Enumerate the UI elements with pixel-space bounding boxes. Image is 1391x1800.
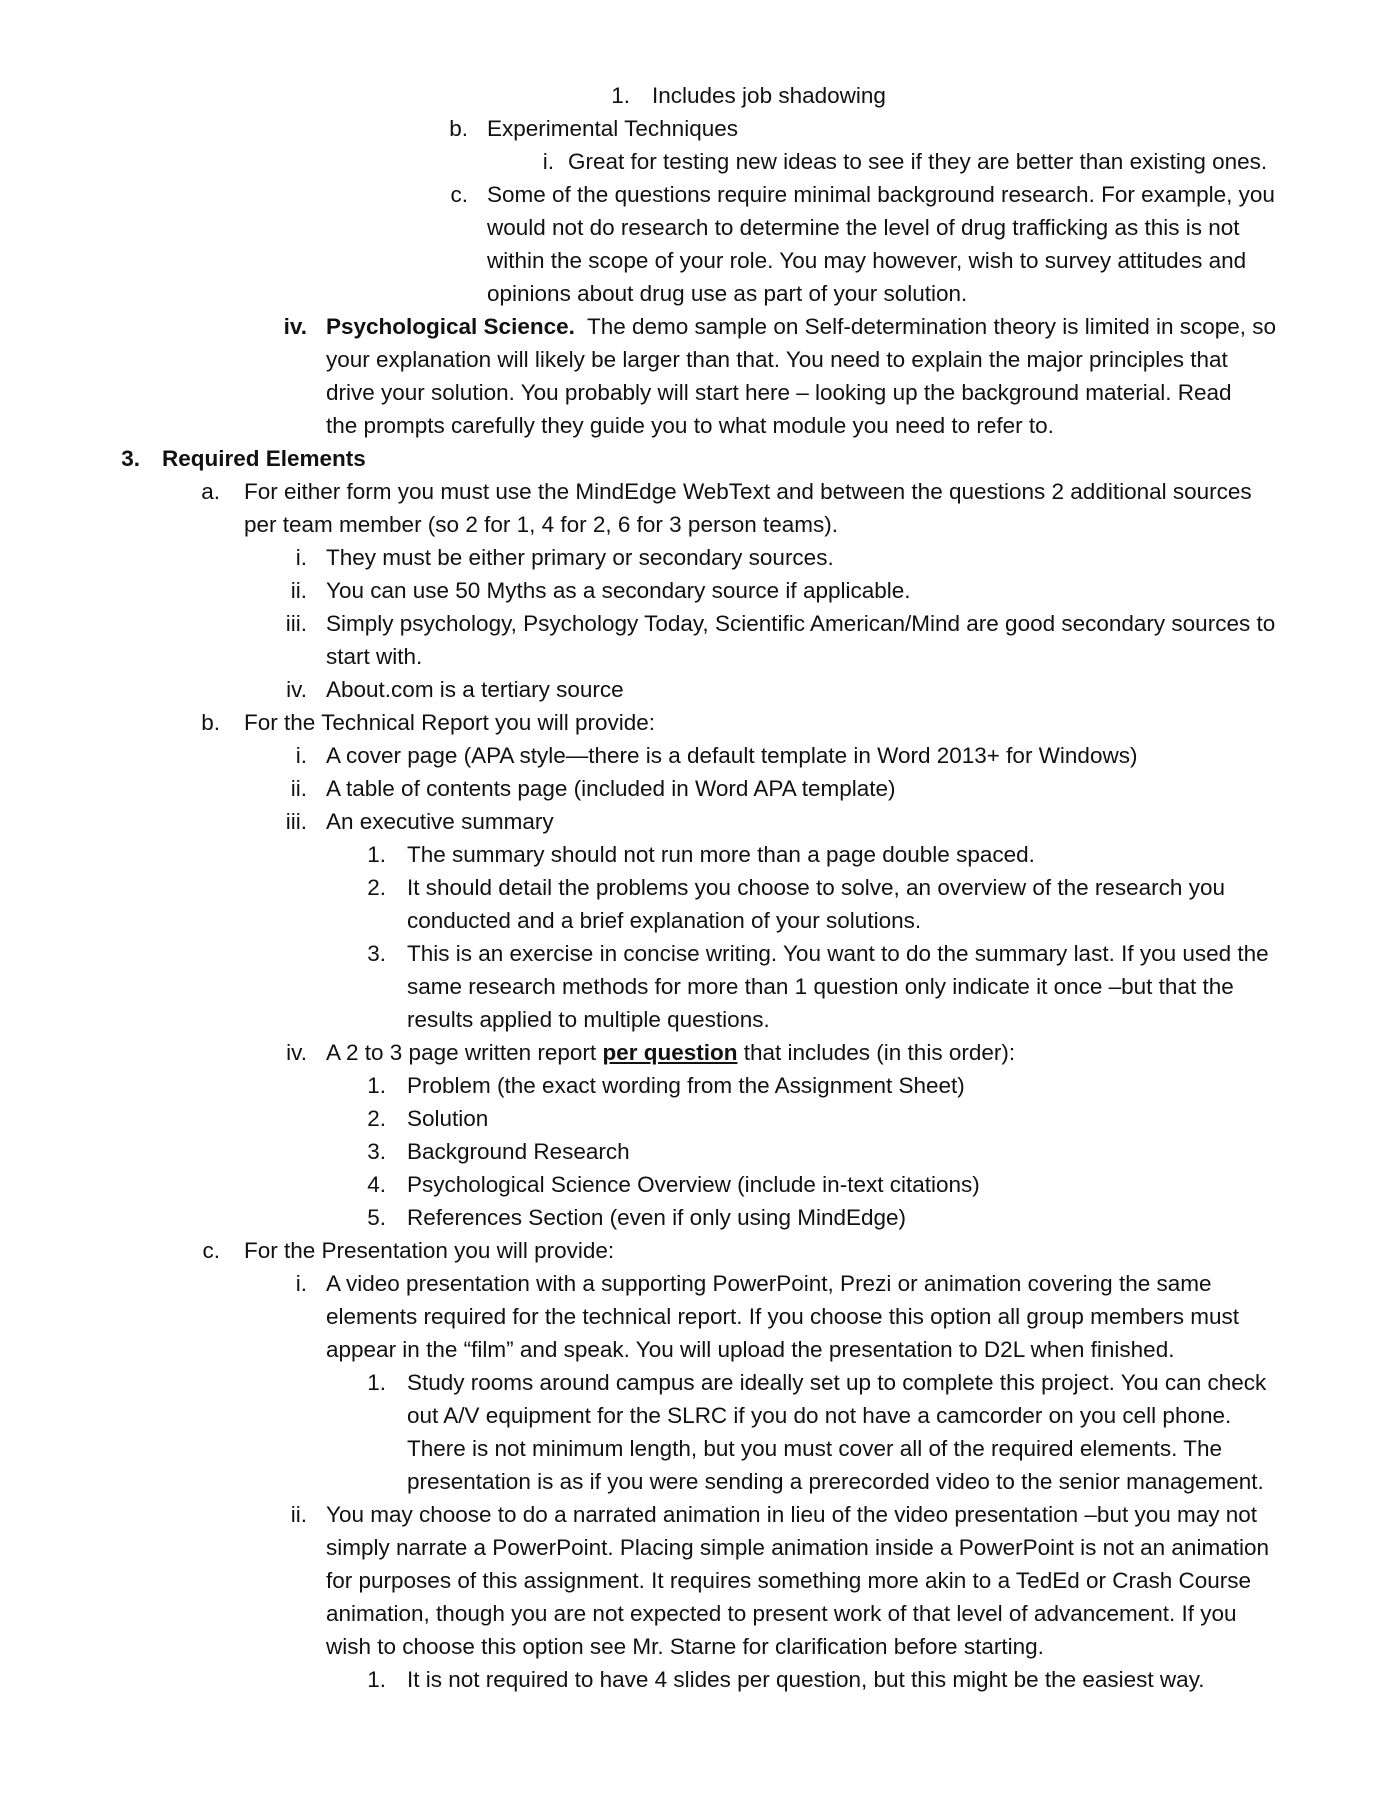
list-item-text: Solution	[407, 1106, 489, 1131]
list-marker: 1.	[367, 842, 386, 867]
list-marker: 1.	[367, 1073, 386, 1098]
list-item-text: your explanation will likely be larger than that. You need to explain the major principles that	[326, 347, 1228, 372]
list-item-text: Problem (the exact wording from the Assignment Sheet)	[407, 1073, 965, 1098]
list-marker: i.	[542, 149, 554, 174]
list-marker: 1.	[611, 83, 630, 108]
list-item-text: Some of the questions require minimal background research. For example, you	[487, 182, 1275, 207]
list-marker: c.	[450, 182, 468, 207]
list-item-text	[326, 1036, 1015, 1069]
list-marker: ii.	[290, 578, 307, 603]
list-item-text: This is an exercise in concise writing. You want to do the summary last. If you used the	[407, 941, 1269, 966]
list-item-text: elements required for the technical report. If you choose this option all group members must	[326, 1304, 1239, 1329]
list-item-text: An executive summary	[326, 809, 554, 834]
item-heading: Psychological Science.	[326, 314, 575, 339]
list-item-text: A cover page (APA style—there is a default template in Word 2013+ for Windows)	[326, 743, 1138, 768]
list-item-text: results applied to multiple questions.	[407, 1007, 770, 1032]
list-item-text: out A/V equipment for the SLRC if you do not have a camcorder on you cell phone.	[407, 1403, 1232, 1428]
list-marker: iii.	[285, 611, 307, 636]
list-marker: i.	[295, 545, 307, 570]
list-marker: iv.	[286, 1040, 307, 1065]
item-body-continued: that includes (in this order):	[743, 1040, 1016, 1065]
list-item-text: per team member (so 2 for 1, 4 for 2, 6 for 3 person teams).	[244, 512, 838, 537]
list-item-text: A video presentation with a supporting PowerPoint, Prezi or animation covering the same	[326, 1271, 1212, 1296]
list-item-text: wish to choose this option see Mr. Starne for clarification before starting.	[326, 1634, 1044, 1659]
list-marker: b.	[449, 116, 468, 141]
list-item-text: A table of contents page (included in Word APA template)	[326, 776, 896, 801]
list-item-text: for purposes of this assignment. It requires something more akin to a TedEd or Crash Course	[326, 1568, 1252, 1593]
list-item-text: start with.	[326, 644, 423, 669]
list-item-text: the prompts carefully they guide you to what module you need to refer to.	[326, 413, 1054, 438]
list-item-text: References Section (even if only using MindEdge)	[407, 1205, 907, 1230]
list-item-text: Psychological Science Overview (include in-text citations)	[407, 1172, 980, 1197]
list-item-text: opinions about drug use as part of your solution.	[487, 281, 968, 306]
list-item-text: For the Technical Report you will provide:	[244, 710, 656, 735]
list-marker: 5.	[367, 1205, 386, 1230]
list-item-text: Experimental Techniques	[487, 116, 738, 141]
list-item-text: conducted and a brief explanation of your solutions.	[407, 908, 922, 933]
list-item-text	[326, 310, 1276, 343]
list-item-text: About.com is a tertiary source	[326, 677, 624, 702]
list-marker: i.	[295, 743, 307, 768]
list-item-text: within the scope of your role. You may however, wish to survey attitudes and	[487, 248, 1247, 273]
list-marker: i.	[295, 1271, 307, 1296]
list-item-text: Background Research	[407, 1139, 630, 1164]
list-marker: iv.	[286, 677, 307, 702]
list-item-text: There is not minimum length, but you must cover all of the required elements. The	[407, 1436, 1222, 1461]
list-marker: 3.	[367, 941, 386, 966]
list-item-text: Includes job shadowing	[652, 83, 886, 108]
list-marker: 3.	[367, 1139, 386, 1164]
list-marker: iii.	[285, 809, 307, 834]
list-item-text: It is not required to have 4 slides per question, but this might be the easiest way.	[407, 1667, 1205, 1692]
list-marker: 4.	[367, 1172, 386, 1197]
list-item-text: would not do research to determine the level of drug trafficking as this is not	[487, 215, 1240, 240]
list-item-text: appear in the “film” and speak. You will upload the presentation to D2L when finished.	[326, 1337, 1175, 1362]
list-marker: b.	[201, 710, 220, 735]
list-item-text: You may choose to do a narrated animation in lieu of the video presentation –but you may not	[326, 1502, 1258, 1527]
list-marker: ii.	[290, 1502, 307, 1527]
list-marker: a.	[201, 479, 220, 504]
list-item-text: The summary should not run more than a page double spaced.	[407, 842, 1035, 867]
list-marker: ii.	[290, 776, 307, 801]
list-item-text: It should detail the problems you choose to solve, an overview of the research you	[407, 875, 1225, 900]
list-item-text: For either form you must use the MindEdge WebText and between the questions 2 additional sources	[244, 479, 1252, 504]
section-title: Required Elements	[162, 446, 366, 471]
list-item-text: animation, though you are not expected to present work of that level of advancement. If you	[326, 1601, 1237, 1626]
list-item-text: drive your solution. You probably will start here – looking up the background material. Read	[326, 380, 1232, 405]
emphasis-text: per question	[602, 1040, 738, 1065]
list-item-text: same research methods for more than 1 question only indicate it once –but that the	[407, 974, 1234, 999]
list-item-text: presentation is as if you were sending a prerecorded video to the senior management.	[407, 1469, 1264, 1494]
list-item-text: Simply psychology, Psychology Today, Scientific American/Mind are good secondary sources to	[326, 611, 1276, 636]
item-body: A 2 to 3 page written report	[326, 1040, 597, 1065]
list-item-text: Great for testing new ideas to see if they are better than existing ones.	[568, 149, 1268, 174]
list-item-text: You can use 50 Myths as a secondary source if applicable.	[326, 578, 911, 603]
list-item-text: For the Presentation you will provide:	[244, 1238, 615, 1263]
list-item-text: simply narrate a PowerPoint. Placing simple animation inside a PowerPoint is not an animation	[326, 1535, 1269, 1560]
list-item-text: They must be either primary or secondary sources.	[326, 545, 834, 570]
list-marker: 1.	[367, 1370, 386, 1395]
list-item-text: Study rooms around campus are ideally set up to complete this project. You can check	[407, 1370, 1267, 1395]
list-marker: 1.	[367, 1667, 386, 1692]
list-marker: 2.	[367, 1106, 386, 1131]
list-marker: iv.	[283, 314, 307, 339]
item-body: The demo sample on Self-determination theory is limited in scope, so	[586, 314, 1277, 339]
list-marker: c.	[202, 1238, 220, 1263]
list-marker: 3.	[121, 446, 140, 471]
list-marker: 2.	[367, 875, 386, 900]
